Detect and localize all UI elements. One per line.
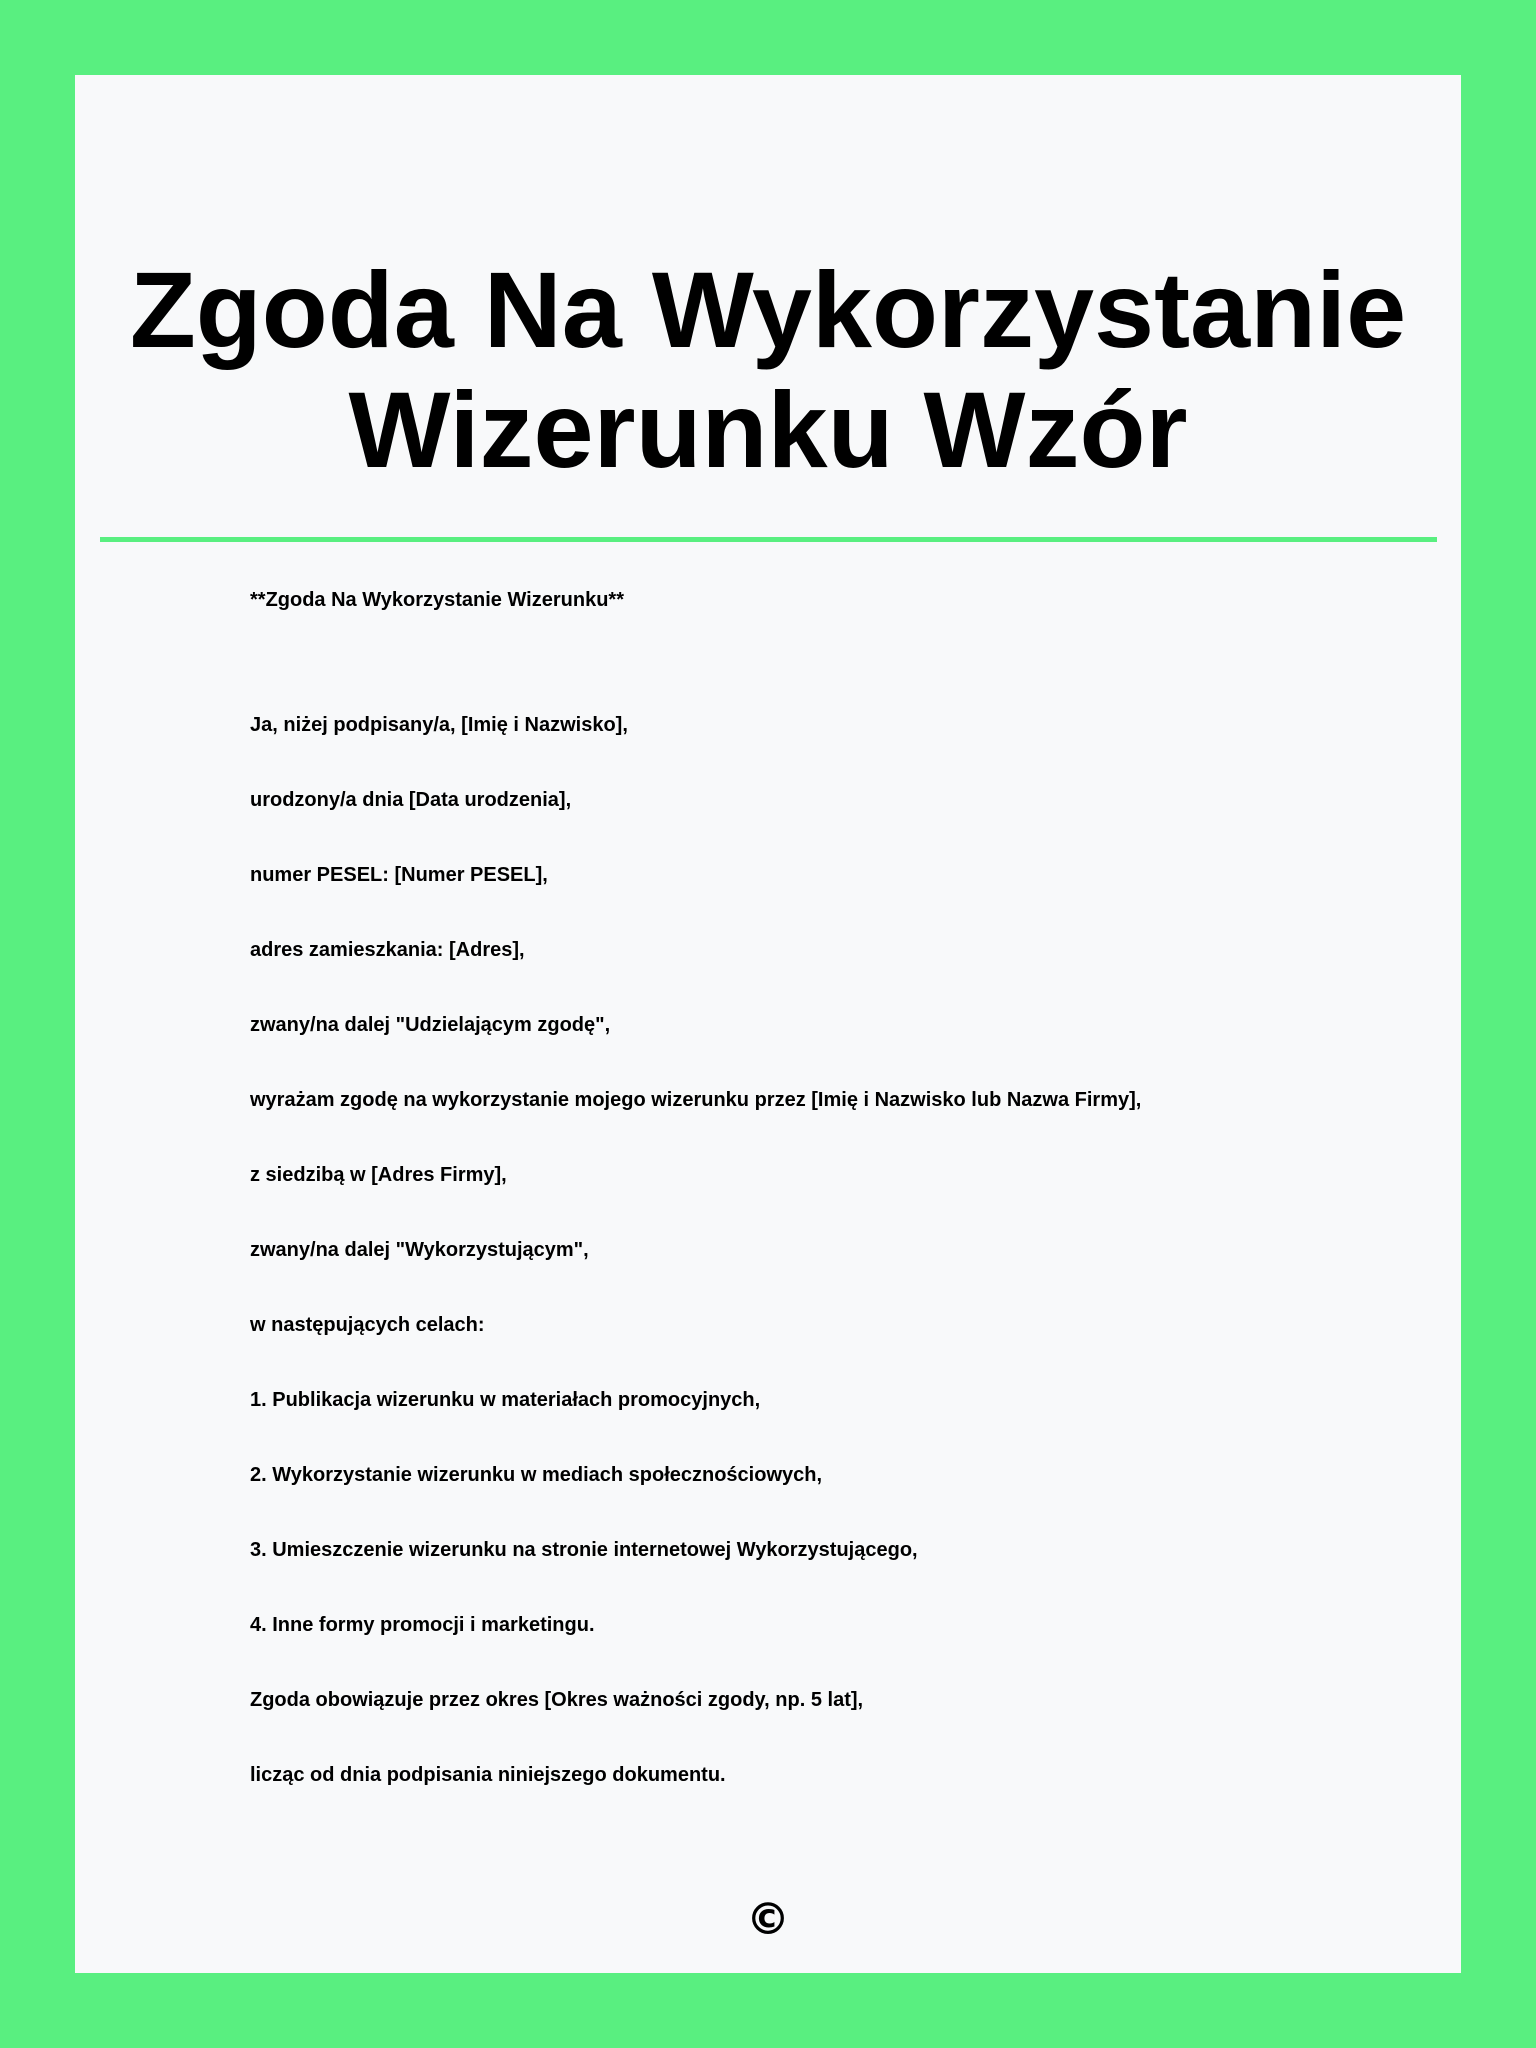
body-line: licząc od dnia podpisania niniejszego dokumentu. — [250, 1764, 726, 1786]
document-heading: **Zgoda Na Wykorzystanie Wizerunku** — [250, 589, 624, 611]
document-title-line-1: Zgoda Na Wykorzystanie — [129, 249, 1407, 370]
body-line: Ja, niżej podpisany/a, [Imię i Nazwisko], — [250, 714, 628, 736]
document-page — [75, 75, 1461, 1973]
body-line: zwany/na dalej "Wykorzystującym", — [250, 1239, 589, 1261]
body-line: numer PESEL: [Numer PESEL], — [250, 864, 548, 886]
document-title — [75, 250, 1461, 490]
title-divider — [100, 537, 1437, 542]
list-item: 1. Publikacja wizerunku w materiałach promocyjnych, — [250, 1389, 761, 1411]
copyright-icon: © — [746, 1894, 790, 1945]
body-line: adres zamieszkania: [Adres], — [250, 939, 525, 961]
list-item: 2. Wykorzystanie wizerunku w mediach społecznościowych, — [250, 1464, 823, 1486]
body-line: wyrażam zgodę na wykorzystanie mojego wizerunku przez [Imię i Nazwisko lub Nazwa Firmy], — [250, 1089, 1142, 1111]
body-line: zwany/na dalej "Udzielającym zgodę", — [250, 1014, 611, 1036]
body-line: w następujących celach: — [250, 1314, 485, 1336]
body-line: z siedzibą w [Adres Firmy], — [250, 1164, 507, 1186]
body-line: Zgoda obowiązuje przez okres [Okres ważności zgody, np. 5 lat], — [250, 1689, 864, 1711]
body-line: urodzony/a dnia [Data urodzenia], — [250, 789, 572, 811]
document-title-line-2: Wizerunku Wzór — [348, 369, 1188, 490]
list-item: 3. Umieszczenie wizerunku na stronie internetowej Wykorzystującego, — [250, 1539, 918, 1561]
list-item: 4. Inne formy promocji i marketingu. — [250, 1614, 595, 1636]
